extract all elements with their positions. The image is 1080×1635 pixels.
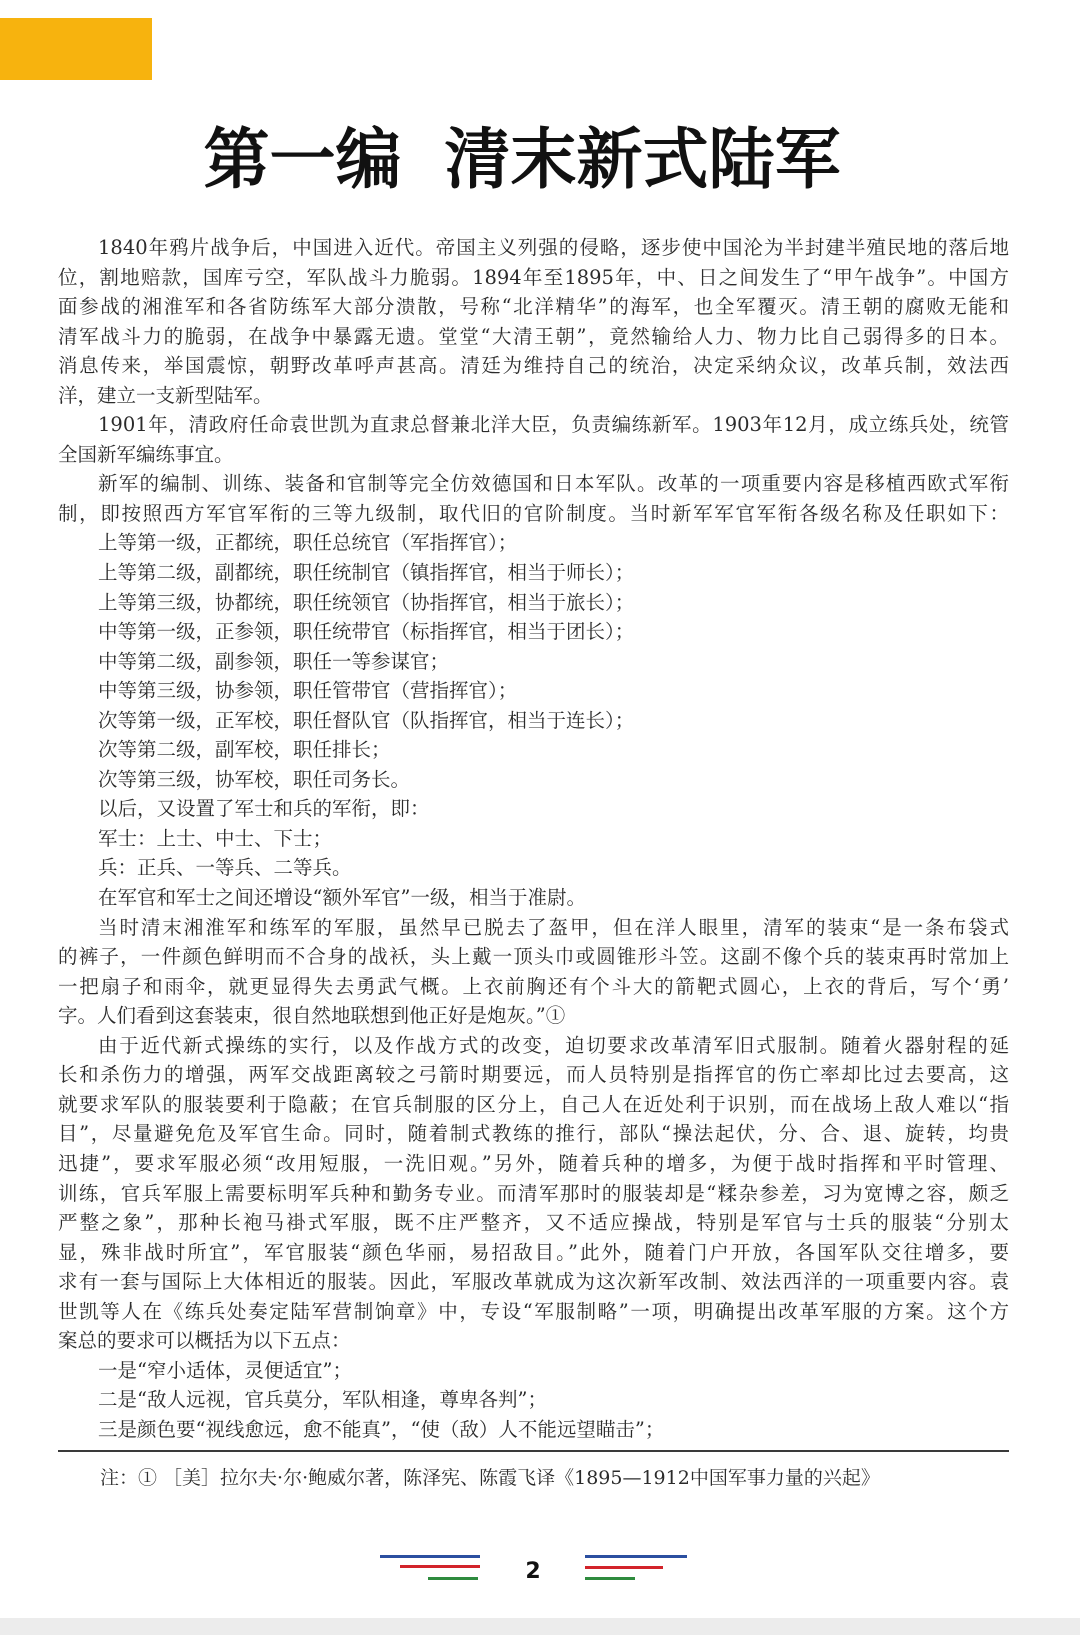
ornament-line-green-left [428,1577,478,1580]
text-line: 面参战的湘淮军和各省防练军大部分溃散，号称“北洋精华”的海军，也全军覆灭。清王朝的腐败无能和 [58,295,1009,319]
nco-intro: 以后，又设置了军士和兵的军衔，即： [98,797,430,821]
text-line: 训练，官兵军服上需要标明军兵种和勤务专业。而清军那时的服装却是“糅杂参差，习为宽博之容，颇乏 [58,1181,1009,1205]
ornament-line-blue-right [585,1555,687,1558]
ornament-line-green-right [585,1577,635,1580]
rank-item: 上等第一级，正都统，职任总统官（军指挥官）； [98,531,518,555]
paragraph-uniform-appearance [58,913,1009,1031]
rank-item: 中等第三级，协参领，职任管带官（营指挥官）； [98,679,518,703]
text-line: 当时清末湘淮军和练军的军服，虽然早已脱去了盔甲，但在洋人眼里，清军的装束“是一条布袋式 [98,915,1009,939]
text-line: 显，殊非战时所宜”，军官服装“颜色华丽，易招敌目。”此外，随着门户开放，各国军队交往增多，要 [58,1240,1009,1264]
footnote-divider [58,1450,1009,1452]
reform-point: 二是“敌人远视，官兵莫分，军队相逢，尊卑各判”； [98,1388,547,1412]
text-line: 迅捷”，要求军服必须“改用短服，一洗旧观。”另外，随着兵种的增多，为便于战时指挥和平时管理、 [58,1151,1009,1175]
ornament-line-red-right [585,1566,663,1569]
paragraph-1901 [58,410,1009,469]
text-line: 洋，建立一支新型陆军。 [58,383,273,407]
rank-item: 中等第一级，正参领，职任统带官（标指挥官，相当于团长）； [98,620,635,644]
rank-item: 次等第一级，正军校，职任督队官（队指挥官，相当于连长）； [98,708,635,732]
text-line: 世凯等人在《练兵处奏定陆军营制饷章》中，专设“军服制略”一项，明确提出改革军服的方案。这个方 [58,1299,1009,1323]
text-line: 清军战斗力的脆弱，在战争中暴露无遗。堂堂“大清王朝”，竟然输给人力、物力比自己弱得多的日本。 [58,324,1009,348]
paragraph-new-army [58,469,1009,528]
page-number: 2 [525,1559,541,1584]
ornament-line-blue-left [380,1555,480,1558]
text-line: 的裤子，一件颜色鲜明而不合身的战袄，头上戴一顶头巾或圆锥形斗笠。这副不像个兵的装束再时常加上 [58,945,1009,969]
extra-rank: 在军官和军士之间还增设“额外军官”一级，相当于准尉。 [98,886,586,910]
text-line: 就要求军队的服装要利于隐蔽；在官兵制服的区分上，自己人在近处利于识别，而在战场上敌人难以“指 [58,1092,1009,1116]
rank-item: 次等第三级，协军校，职任司务长。 [98,767,411,791]
text-line: 长和杀伤力的增强，两军交战距离较之弓箭时期要远，而人员特别是指挥官的伤亡率却比过去要高，这 [58,1063,1009,1087]
text-line: 由于近代新式操练的实行，以及作战方式的改变，迫切要求改革清军旧式服制。随着火器射程的延 [98,1033,1009,1057]
rank-item: 上等第二级，副都统，职任统制官（镇指挥官，相当于师长）； [98,561,635,585]
text-line: 一把扇子和雨伞，就更显得失去勇武气概。上衣前胸还有个斗大的箭靶式圆心，上衣的背后，写个‘勇’ [58,974,1009,998]
reform-point: 三是颜色要“视线愈远，愈不能真”，“使（敌）人不能远望瞄击”； [98,1417,665,1441]
rank-item: 中等第二级，副参领，职任一等参谋官； [98,649,450,673]
text-line: 全国新军编练事宜。 [58,442,234,466]
soldier-ranks: 兵：正兵、一等兵、二等兵。 [98,856,352,880]
text-line: 目”，尽量避免危及军官生命。同时，随着制式教练的推行，部队“操法起伏，分、合、退、旋转，均贵 [58,1122,1009,1146]
text-line: 求有一套与国际上大体相近的服装。因此，军服改革就成为这次新军改制、效法西洋的一项重要内容。袁 [58,1270,1009,1294]
text-line: 1901年，清政府任命袁世凯为直隶总督兼北洋大臣，负责编练新军。1903年12月，成立练兵处，统管 [98,413,1009,437]
text-line: 1840年鸦片战争后，中国进入近代。帝国主义列强的侵略，逐步使中国沦为半封建半殖民地的落后地 [98,236,1009,259]
nco-ranks: 军士：上士、中士、下士； [98,826,333,850]
reform-points [58,1356,1009,1445]
reform-point: 一是“窄小适体，灵便适宜”； [98,1358,352,1382]
rank-item: 次等第二级，副军校，职任排长； [98,738,391,762]
body-text [58,233,1009,1444]
ornament-line-red-left [400,1565,480,1568]
text-line: 制，即按照西方军官军衔的三等九级制，取代旧的官阶制度。当时新军军官军衔各级名称及任职如下： [58,501,1009,525]
text-line: 位，割地赔款，国库亏空，军队战斗力脆弱。1894年至1895年，中、日之间发生了“甲午战争”。中国方 [58,265,1009,289]
text-line: 新军的编制、训练、装备和官制等完全仿效德国和日本军队。改革的一项重要内容是移植西欧式军衔 [98,472,1009,496]
text-line: 严整之象”，那种长袍马褂式军服，既不庄严整齐，又不适应操战，特别是军官与士兵的服装“分别太 [58,1211,1009,1235]
rank-item: 上等第三级，协都统，职任统领官（协指挥官，相当于旅长）； [98,590,635,614]
rank-list [58,528,1009,794]
text-line: 消息传来，举国震惊，朝野改革呼声甚高。清廷为维持自己的统治，决定采纳众议，改革兵制，效法西 [58,354,1009,378]
chapter-accent-block [0,18,152,80]
text-line: 字。人们看到这套装束，很自然地联想到他正好是炮灰。”① [58,1004,566,1028]
paragraph-uniform-reform [58,1031,1009,1356]
footnote: 注：① ［美］拉尔夫·尔·鲍威尔著，陈泽宪、陈霞飞译《1895—1912中国军事力量的兴起》 [100,1467,880,1489]
paragraph-intro [58,233,1009,410]
chapter-title: 第一编 清末新式陆军 [203,121,841,198]
scan-edge [0,1618,1080,1635]
text-line: 案总的要求可以概括为以下五点： [58,1329,351,1353]
